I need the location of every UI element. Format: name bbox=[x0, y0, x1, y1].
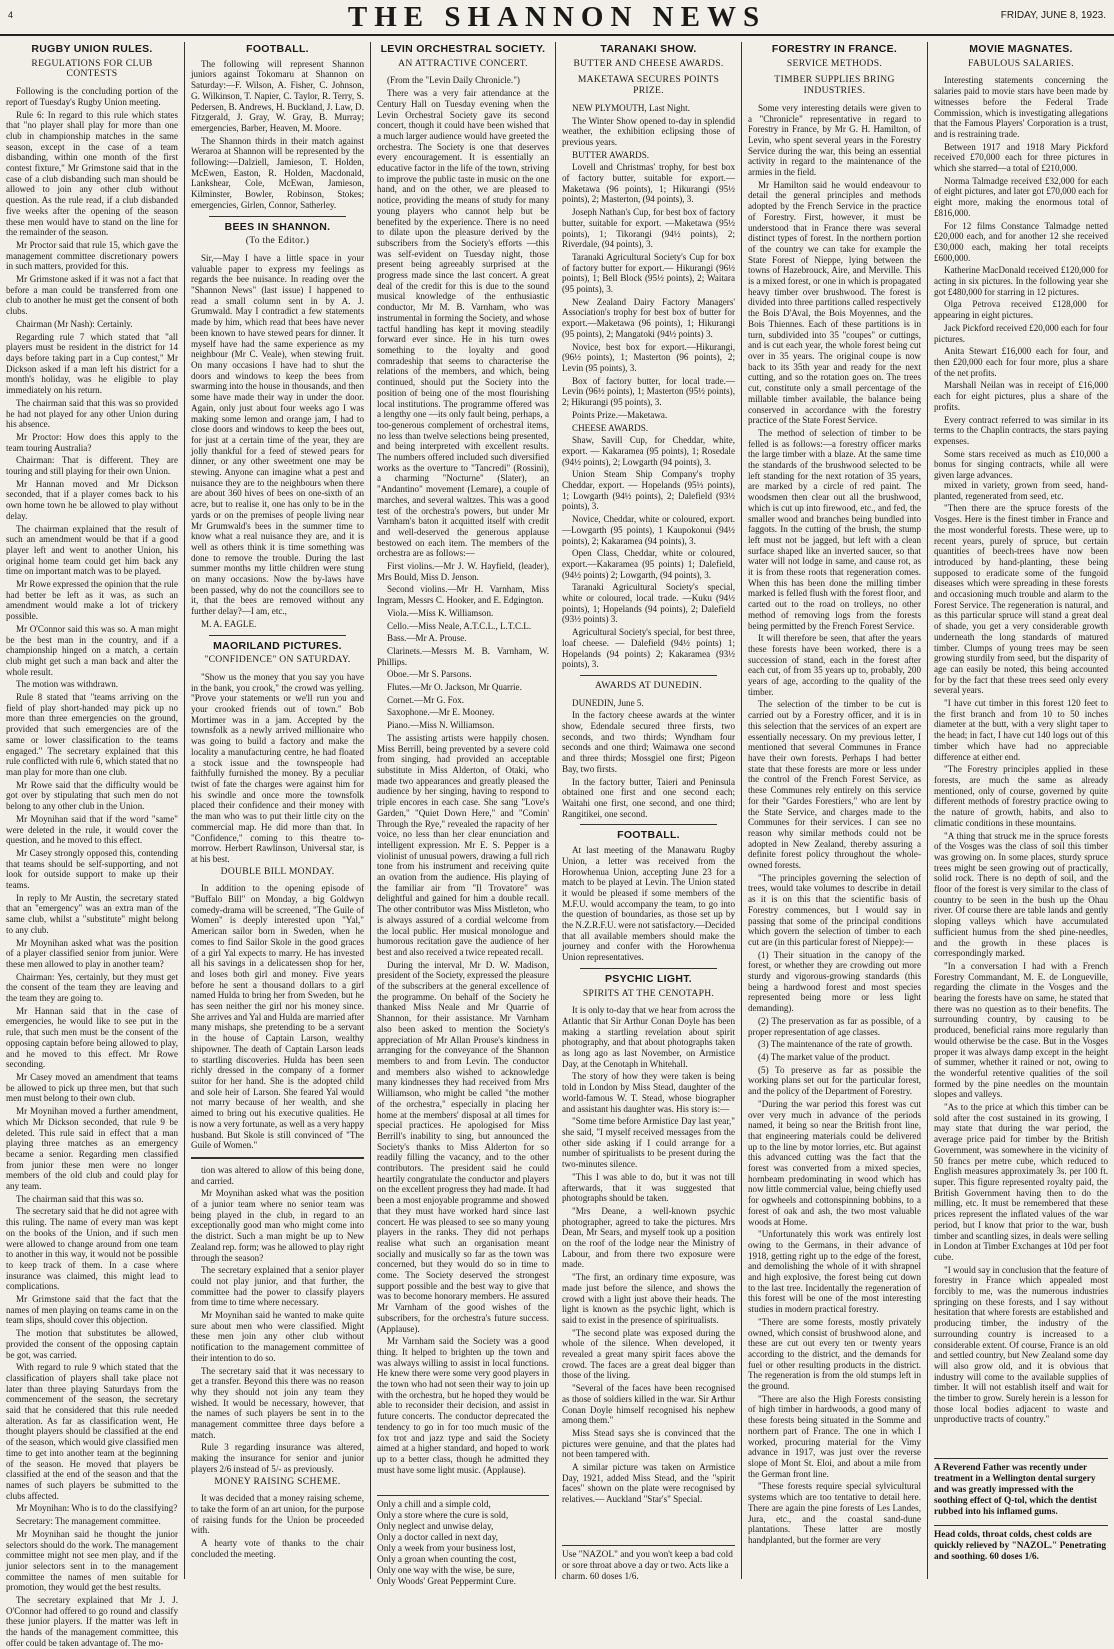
paragraph: Rule 8 stated that "teams arriving on the field of play short-handed may pick up no more than three emergencies on the ground, provided that such emergencies are of the same or lower classification to the teams engaged." The secretary explained that this rule conflicted with rule 6, which stated that no man play for more than one club. bbox=[6, 692, 178, 777]
advert-line: Only a chill and a simple cold, bbox=[377, 1500, 491, 1510]
paragraph: "The first, an ordinary time exposure, was made just before the silence, and shows the crowd with a light just above their heads. The light is known as the psychic light, which is said to exist in the presence of spiritualists. bbox=[562, 1272, 735, 1325]
double-bill-headline: DOUBLE BILL MONDAY. bbox=[220, 865, 335, 877]
paragraph: Joseph Nathan's Cup, for best box of factory butter, suitable for export. —Maketawa (95½ points), 1; Tikorangi (94½ points), 2; Riverdale, (94 points), 3. bbox=[562, 207, 735, 250]
paragraph: Agricultural Society's special, for best three, loaf cheese. — Dalefield (94½ points) 1; Hopelands (94 points) 2; Kakaramea (93½ points), 3. bbox=[562, 627, 735, 670]
paragraph: Box of factory butter, for local trade.—Levin (96½ points), 1; Masterton (95½ points), 2; Hikurangi (95 points), 3. bbox=[562, 375, 735, 408]
article-headline: TARANAKI SHOW. bbox=[600, 43, 697, 55]
forestry-column bbox=[748, 42, 921, 1579]
paragraph: "Some time before Armistice Day last year," she said, "I myself received messages from the other side asking if I could arrange for a number of spiritualists to be present during the two-minutes silence. bbox=[562, 1116, 735, 1170]
paragraph: Secretary: The management committee. bbox=[16, 1516, 161, 1527]
paragraph: "As to the price at which this timber can be sold after the cost sustained in its growing, I may state that during the war period, the average price paid for timber by the British Government, was somewhere in the vicinity of 50 francs per metre cube, which reduced to English measures approximately 3s. per 100 ft. super. This figure represented royalty paid, the British Government having then to do the milling, etc. It must be remembered that these prices represent the inflated values of the war period, but I know that prior to the war, bush timber and scantling sizes, in deals were selling in London at Timber Exchanges at 10d per foot cube. bbox=[934, 1102, 1108, 1262]
paragraph: Mr Hamilton said he would endeavour to detail the general principles and methods adopted by the French Service in the practice of Forestry. First, however, it must be understood that in France there was several distinct types of forest. In the northern portion of the country we can take for example the State Forest of Nieppe, lying between the towns of Hazebrouck, Aire, and Merville. This is a mixed forest, or one in which is propagated heavy timber over brushwood. The forest is divided into three partitions called respectively the Bois D'Aval, the Bois Moyennes, and the Bois Thiennes. Each of these partitions is in turn, subdivided into 35 "coupes" or cuttings, and is cut each year, the whole forest being cut over in 35 years. The original coupe is now back to its 35th year and ready for the next cutting, and so the rotation goes on. The trees cut, constitute only a small percentage of the millable timber available, the balance being conserved in accordance with the forestry practice of the State Forest Service. bbox=[748, 179, 921, 426]
article-subheading: FABULOUS SALARIES. bbox=[968, 57, 1074, 69]
divider bbox=[580, 968, 717, 969]
bees-body bbox=[191, 253, 364, 630]
paragraph: (4) The market value of the product. bbox=[758, 1051, 890, 1062]
paragraph: The chairman said that this was so provided he had not played for any other Union during his absence. bbox=[6, 397, 178, 430]
paragraph: Mr Proctor said that rule 15, which gave the management committee discretionary powers in such matters, provided for this. bbox=[6, 239, 178, 272]
paragraph: Mr Grimstone asked if it was not a fact that before a man could be transferred from one club to another he must get the consent of both clubs. bbox=[6, 274, 178, 317]
football-body bbox=[191, 59, 364, 211]
advert-line: Only a groan when counting the cost, bbox=[377, 1555, 517, 1565]
paragraph: Marshall Neilan was in receipt of £16,000 each for eight pictures, plus a share of the profits. bbox=[934, 380, 1108, 412]
paragraph: Mr Varnham said the Society was a good thing. It helped to brighten up the town and was always willing to assist in local functions. He knew there were some very good players in the town who had not seen their way to join up with the orchestra, but he hoped they would be able to reconsider their decision, and assist in future concerts. The conductor deprecated the tendency to go in for too much music of the fox trot and jazz type and said the Society aimed at a higher standard, and hoped to work up to a better class, though he admitted they must have some light music. (Applause). bbox=[377, 1336, 549, 1475]
paragraph: The Shannon thirds in their match against Weraroa at Shannon will be represented by the following:—Dalziell, Jamieson, T. Holden, McEwen, Easton, R. Holden, Macdonald, Lankshear, Cole, McEwan, Jamieson, Kilminster, Bowler, Robinson, Stokes; emergencies, Girlen, Connor, Satherley. bbox=[191, 135, 364, 210]
divider bbox=[209, 216, 346, 217]
paragraph: Cello.—Miss Neale, A.T.C.L., L.T.C.L. bbox=[387, 620, 532, 631]
paragraph: Shaw, Savill Cup, for Cheddar, white, export. — Kakaramea (95 points), 1; Rosedale (94½ points), 2; Lowgarth (94 points), 3. bbox=[562, 435, 735, 467]
article-body bbox=[377, 75, 549, 1475]
paragraph: The motion that substitutes be allowed, provided the consent of the opposing captain be got, was carried. bbox=[6, 1328, 178, 1360]
advert-line: Only a doctor called in next day, bbox=[377, 1533, 498, 1543]
column-rule bbox=[927, 42, 928, 1579]
paragraph: (From the "Levin Daily Chronicle.") bbox=[387, 75, 520, 86]
paragraph: Chairman (Mr Nash): Certainly. bbox=[16, 318, 133, 329]
paragraph: "Mrs Deane, a well-known psychic photographer, agreed to take the pictures. Mrs Dean, Mr Sears, and myself took up a position on the roof of the lodge near the Ministry of Labour, and from there two exposure were made. bbox=[562, 1205, 735, 1270]
paragraph: "Then there are the spruce forests of the Vosges. Here is the finest timber in France and the most wonderful forests. These were, up to recent years, purely of spruce, but certain quantities of beech-trees have now been introduced by hand-planting, these being supposed to eradicate some of the fungoid diseases which were spreading in these forests and occasioning much trouble and alarm to the Forest Service. The regeneration is natural, and as this particular spruce will stand a great deal of shade, you get a very considerable growth underneath the long standards of matured timber. Clumps of young trees may be seen growing sturdily from seed, but the disparity of age can easily be noted, this being accounted for by the fact that these trees seed only every several years. bbox=[934, 503, 1108, 696]
paragraph: Between 1917 and 1918 Mary Pickford received £70,000 each for three pictures in which she starred—a total of £210,000. bbox=[934, 141, 1108, 174]
football-body bbox=[562, 845, 735, 963]
newspaper-title: THE SHANNON NEWS bbox=[347, 1, 767, 33]
paragraph: Mr Moynihan: Who is to do the classifying? bbox=[16, 1503, 178, 1514]
advert-text: Head colds, throat colds, chest colds are quickly relieved by "NAZOL." Penetrating and soothing. 60 doses 1/6. bbox=[934, 1530, 1107, 1562]
paragraph: The chairman said that this was so. bbox=[16, 1193, 144, 1204]
woods-peppermint-advert bbox=[377, 1495, 549, 1590]
article-subheading-2: TIMBER SUPPLIES BRING INDUSTRIES. bbox=[774, 74, 895, 97]
article-subheading-2: MAKETAWA SECURES POINTS PRIZE. bbox=[577, 74, 720, 97]
paragraph: In the factory butter, Taieri and Peninsula obtained one first and one second each; Waitahi one first, one second, and one third; Rangitikei, one second. bbox=[562, 776, 735, 819]
paragraph: There was a very fair attendance at the Century Hall on Tuesday evening when the Levin Orchestral Society gave its second concert, though it could have been wished that a much larger audience would have greeted the orchestra. The Society is one that deserves every encouragement. It is essentially an educative factor in the life of the town, striving to improve the public taste in music on the one hand, and on the other, we are pleased to notice, providing the means of study for many young players who cannot help but be benefited by the experience. There is no need to dilate upon the pleasure derived by the subscribers from the Society's efforts —this was self-evident on Tuesday night, those present being agreeably surprised at the progress made since the last concert. A great deal of the credit for this is due to the sound musical knowledge of the enthusiastic conductor, Mr M. B. Varnham, who was instrumental in forming the Society, and whose tactful handling has kept it moving steadily forward ever since. He in his turn owes something to the loyalty and good comradeship that seems to characterise the relations of the members, and which, being continued, should put the Society into the position of being one of the most flourishing local institutions. The programme offered was a lengthy one —its only fault being, perhaps, a too-generous complement of orchestral items, no less than twelve selections being presented, and being interpreted with excellent results. The numbers offered included such diversified works as the overture to "Tancredi" (Rossini), a charming "Nocturne" (Slater), an "Andantino" movement (Lemare), a couple of marches, and several waltzes. This was a good test of the orchestra's powers, but under Mr Varnham's baton it acquitted itself with credit and well-deserved the generous applause bestowed on each item. The members of the orchestra are as follows:— bbox=[377, 88, 549, 559]
football-headline: FOOTBALL. bbox=[246, 43, 309, 55]
paragraph: "Several of the faces have been recognised as those of soldiers killed in the war. Sir Arthur Conan Doyle himself recognised his nephew among them." bbox=[562, 1383, 735, 1426]
paragraph: The method of selection of timber to be felled is as follows:—a forestry officer marks the large timber with a blaze. At the same time the standards of the brushwood selected to be left standing for the next rotation of 35 years, are marked by a circle of red paint. The woodsmen then clear out all the brushwood, which is cut up into firewood, etc., and fed, the smaller wood and branches being bundled into faggots. In the cutting of the brush, the stump left must not be jagged, but left with a clean surface shaped like an inverted saucer, so that water will not lodge in same, and cause rot, as it is from these roots that regeneration comes. When this has been done the milling timber marked is felled flush with the forest floor, and carted out to the road on trolleys, no other method of removing logs from the forests being permitted by the French Forest Service. bbox=[748, 427, 921, 631]
rugby-union-column bbox=[6, 42, 178, 1648]
dunedin-body bbox=[562, 698, 735, 820]
paragraph: Open Class, Cheddar, white or coloured, export.—Kakaramea (95 points) 1; Dalefield, (94½ points) 2; Lowgarth, (94 points), 3. bbox=[562, 548, 735, 580]
money-scheme-body bbox=[191, 1493, 364, 1559]
paragraph: Clarinets.—Messrs M. B. Varnham, W. Phillips. bbox=[377, 645, 549, 667]
qtol-advert bbox=[934, 1458, 1108, 1523]
article-body bbox=[934, 480, 1108, 1425]
article-subheading: REGULATIONS FOR CLUB CONTESTS bbox=[31, 57, 153, 80]
paragraph: "The second plate was exposed during the whole of the silence. When developed, it revealed a great many spirit faces above the crowd. The faces are a great deal bigger than those of the living. bbox=[562, 1327, 735, 1381]
advert-text: A Reverend Father was recently under treatment in a Wellington dental surgery and was greatly impressed with the soothing effect of Q-tol, which the dentist rubbed into his inflamed gums. bbox=[934, 1463, 1097, 1517]
paragraph: A hearty vote of thanks to the chair concluded the meeting. bbox=[191, 1538, 364, 1559]
article-body bbox=[934, 75, 1108, 480]
advert-verse bbox=[377, 1500, 549, 1588]
paragraph: (5) To preserve as far as possible the working plans set out for the particular forest, and the policy of the Department of Forestry. bbox=[748, 1064, 921, 1097]
paragraph: Some very interesting details were given to a "Chronicle" representative in regard to Forestry in France, by Mr G. H. Hamilton, of Levin, who spent several years in the Forestry Service during the war, this being an essential activity in regard to the maintenance of the armies in the field. bbox=[748, 102, 921, 178]
paragraph: (2) The preservation as far as possible, of a proper representation of age classes. bbox=[748, 1015, 921, 1037]
paragraph: Union Steam Ship Company's trophy Cheddar, export. — Hopelands (95½ points), 1; Lowgarth (94½ points), 2; Dalefield (93½ points), 3. bbox=[562, 469, 735, 512]
movie-magnates-column bbox=[934, 42, 1108, 481]
paragraph: Oboe.—Mr S. Parsons. bbox=[387, 669, 472, 680]
paragraph: "I have cut timber in this forest 120 feet to the first branch and from 10 to 50 inches diameter at the butt, with a very slight taper to the head; in fact, I have cut 140 logs out of this timber which have had no appreciable difference at either end. bbox=[934, 698, 1108, 762]
article-headline: FORESTRY IN FRANCE. bbox=[771, 43, 898, 55]
advert-line: Only a week from your business lost, bbox=[377, 1544, 516, 1554]
taranaki-show-column bbox=[562, 42, 735, 1538]
paragraph: Jack Pickford received £20,000 each for four pictures. bbox=[934, 322, 1108, 344]
article-subheading: AN ATTRACTIVE CONCERT. bbox=[398, 57, 528, 69]
paragraph: In addition to the opening episode of "Buffalo Bill" on Monday, a big Goldwyn comedy-drama will be screened, "The Guile of Women" is deeply interested upon "Yal," American sailor born in Sweden, when he comes to find Sailor Skole in the good graces of a girl Yal expects to marry. He has invested all his savings in a delicatessen shop for her, and loses both girl and money. Five years before he sent a thousand dollars to a girl named Hulda to bring her from Sweden, but he has seen neither the girl nor his money since. She arrives and Yal and Hulda are married after many mishaps, she pretending to be a servant in the house of Captain Larson, wealthy shipowner. The death of Captain Larson leads to startling discoveries. Hulda has been seen richly dressed in the company of a former suitor for her hand. She is the adopted child and sole heir of Larson. She feared Yal would not marry because of her wealth, and she aimed to bring out his executive qualities. He is now a very fortunate, as well as a very happy husband. But Skole is still convinced of "The Guile of Women." bbox=[191, 883, 364, 1151]
paragraph: In reply to Mr Austin, the secretary stated that an "emergency" was an extra man of the same club, whilst a "substitute" might belong to any club. bbox=[6, 892, 178, 935]
paragraph: Katherine MacDonald received £120,000 for acting in six pictures. In the following year she got £480,000 for starring in 12 pictures. bbox=[934, 265, 1108, 297]
paragraph: For 12 films Constance Talmadge netted £20,000 each, and for another 12 she received £30,000 each, making her total receipts £600,000. bbox=[934, 220, 1108, 263]
paragraph: CHEESE AWARDS. bbox=[572, 422, 649, 433]
paragraph: NEW PLYMOUTH, Last Night. bbox=[572, 102, 690, 113]
bees-subheading: (To the Editor.) bbox=[245, 235, 310, 247]
paragraph: "In a conversation I had with a French Forestry Commandant, M. E. de Longueville, regarding the climate in the Vosges and the bearing the forests have on same, he stated that there was no question as to their benefits. The surrounding country, by causing to be produced, beneficial rains more regularly than would otherwise be the case. But in the Vosges proper it was always damp except in the height of summer, whether it rained or not, owing to the wonderful retentive qualities of the soil formed by the pine needles on the mountain slopes and valleys. bbox=[934, 960, 1108, 1100]
advert-line: Only one way with the wise, be sure, bbox=[377, 1566, 515, 1576]
article-body bbox=[748, 103, 921, 1546]
paragraph: Mr Moynihan said he wanted to make quite sure about men who were classified. Might these men join any other club without notification to the management committee of their intention to do so. bbox=[191, 1310, 364, 1363]
paragraph: "The principles governing the selection of trees, would take volumes to describe in detail as it is on this that the scientific basis of Forestry commences, but I would say in passing that some of the principal conditions which govern the selection of timber to each cut are (in this particular forest of Nieppe):— bbox=[748, 872, 921, 947]
paragraph: The secretary said that it was necessary to get a transfer. Beyond this there was no reason why they should not join any team they wished. It would be necessary, however, that the names of such players be sent in to the management committee three days before a match. bbox=[191, 1365, 364, 1440]
paragraph: Saxophone.—Mr E. Mooney. bbox=[387, 707, 495, 718]
nazol-advert-2 bbox=[934, 1525, 1108, 1590]
nazol-advert bbox=[562, 1545, 735, 1590]
paragraph: It will therefore be seen, that after the years these forests have been worked, there is a succession of stand, each in the forest after each cut, of from 35 years up to, probably, 200 years of age, according to the quality of the timber. bbox=[748, 633, 921, 697]
paragraph: DUNEDIN, June 5. bbox=[572, 697, 644, 708]
paragraph: Taranaki Agricultural Society's Cup for box of factory butter for export.— Hikurangi (96½ points), 1; Bell Block (95½ points), 2; Waitara (95 points), 3. bbox=[562, 251, 735, 295]
paragraph: Mr Moynihan said he thought the junior selectors should do the work. The management committee might not see men play, and if the junior selectors sent in to the management committee the names of men suitable for promotion, they would get the best results. bbox=[6, 1528, 178, 1593]
paragraph: Second violins.—Mr H. Varnham, Miss Ingram, Messrs C. Hooker, and E. Edgington. bbox=[377, 584, 549, 606]
paragraph: Mr Rowe said that the difficulty would be got over by stipulating that such men do not belong to any other club in the Union. bbox=[6, 779, 178, 812]
article-subheading: SERVICE METHODS. bbox=[786, 57, 883, 69]
dunedin-headline: AWARDS AT DUNEDIN. bbox=[594, 679, 703, 691]
divider bbox=[580, 824, 717, 825]
paragraph: Mr Moynihan said that if the word "same" were deleted in the rule, it would cover the question, and he moved to this effect. bbox=[6, 813, 178, 846]
paragraph: Mr Moynihan asked what was the position of a junior team where no senior team was being played in the club, in regard to an exceptionally good man who might come into the district. Such a man might be up to New Zealand rep. form; was he allowed to play right through the season? bbox=[191, 1188, 364, 1263]
paragraph: "This I was able to do, but it was not till afterwards, that it was suggested that photographs should be taken. bbox=[562, 1171, 735, 1204]
article-body bbox=[562, 103, 735, 670]
paragraph: "There are some forests, mostly privately owned, which consist of brushwood alone, and these are cut out every ten or twenty years according to the district, and the demands for fuel or other resulting products in the district. The regeneration is from the old stumps left in the ground. bbox=[748, 1316, 921, 1392]
column-rule bbox=[184, 42, 185, 1579]
paragraph: Flutes.—Mr O. Jackson, Mr Quarrie. bbox=[387, 682, 522, 693]
paragraph: Every contract referred to was similar in its terms to the Chaplin contracts, the stars paying expenses. bbox=[934, 414, 1108, 446]
paragraph: mixed in variety, grown from seed, hand-planted, regenerated from seed, etc. bbox=[934, 480, 1108, 501]
football-bees-column bbox=[191, 42, 364, 1579]
money-scheme-headline: MONEY RAISING SCHEME. bbox=[214, 1475, 341, 1487]
paragraph: Regarding rule 7 which stated that "all players must be resident in the district for 14 days before taking part in a Cup contest," Mr Dickson asked if a man left his district for a month's holiday, was he eligible to play immediately on his return. bbox=[6, 331, 178, 396]
divider bbox=[209, 635, 346, 636]
paragraph: Cornet.—Mr G. Fox. bbox=[387, 694, 465, 705]
article-body bbox=[6, 86, 178, 1648]
paragraph: Mr O'Connor said this was so. A man might be the best man in the country, and if a championship hinged on a match, a certain club might get such a man back and alter the whole result. bbox=[6, 623, 178, 677]
maoriland-headline: MAORILAND PICTURES. bbox=[213, 639, 342, 652]
column-rule bbox=[555, 42, 556, 1579]
divider bbox=[191, 1157, 364, 1159]
paragraph: The chairman explained that the result of such an amendment would be that if a good player left and went to another Union, his original home team could get him back any time on important match was to be played. bbox=[6, 523, 178, 577]
paragraph: "Show us the money that you say you have in the bank, you crook," the crowd was yelling. "Prove your statements or we'll run you and your crooked friends out of town." Bob Mortimer was in a jam. Accepted by the townsfolk as a newly arrived millionaire who was going to build a factory and make the locality a manufacturing centre, he had floated a stock issue and the townspeople had faithfully furnished the money. By a peculiar twist of fate the charges were against him for his swindle and once more the townsfolk placed their confidence and their money with the man who was to put their little city on the commercial map. He did more than that. In "Confidence," coming to this theatre to-morrow. Herbert Rawlinson, Universal star, is at his best. bbox=[191, 671, 364, 864]
psychic-subheading: SPIRITS AT THE CENOTAPH. bbox=[582, 987, 715, 999]
paragraph: (3) The maintenance of the rate of growth. bbox=[758, 1039, 913, 1050]
paragraph: BUTTER AWARDS. bbox=[572, 149, 650, 160]
paragraph: Mr Moynihan moved a further amendment, which Mr Dickson seconded, that rule 9 be deleted. This rule said in effect that a man playing three matches as an emergency became a senior. Regarding men classified from junior these men were no longer members of the old club and could play for any team. bbox=[6, 1106, 178, 1192]
paragraph: Rule 6: In regard to this rule which states that "no player shall play for more than one club in championship matches in the same season, except in the case of a team disbanding, within one month of the first contest fixture," Mr Grimstone said that in the case of a club disbanding such man should be allowed to join any other club without question. As the rule read, if a club disbanded five weeks after the opening of the season these men would have to stand on the line for the remainder of the season. bbox=[6, 109, 178, 238]
paragraph: "A thing that struck me in the spruce forests of the Vosges was the class of soil this timber was growing on. In some places, sturdy spruce trees might be seen growing out of practically, solid rock. There is no depth of soil, and the floor of the forest is very similar to the class of country to be seen in the bush up the Ohau river. Of course there are table lands and gently sloping valleys which have accumulated sufficient humus from the shed pine-needles, and the growth in these places is correspondingly marked. bbox=[934, 830, 1108, 959]
paragraph: Some stars received as much as £10,000 a bonus for singing contracts, while all were given large advances. bbox=[934, 448, 1108, 481]
paragraph: The secretary explained that a senior player could not play junior, and that further, the committee had the power to classify players from time to time where necessary. bbox=[191, 1265, 364, 1308]
paragraph: First violins.—Mr J. W. Hayfield, (leader), Mrs Bould, Miss D. Jenson. bbox=[377, 561, 549, 582]
advert-line: Only Woods' Great Peppermint Cure. bbox=[377, 1577, 516, 1587]
paragraph: Bass.—Mr A. Prouse. bbox=[387, 633, 467, 644]
paragraph: Chairman: Yes, certainly, but they must get the consent of the team they are leaving and the team they are going to. bbox=[6, 971, 178, 1004]
paragraph: With regard to rule 9 which stated that the classification of players shall take place not later than three playing Saturdays from the commencement of the season, the secretary said that he considered that this rule needed alteration. As far as classification went, He thought players should be classified at the end of the season, which would give classified men time to get into another team at the beginning of the season. He moved that players be classified at the end of the season and that the names of such players be submitted to the clubs affected. bbox=[6, 1362, 178, 1501]
paragraph: Lovell and Christmas' trophy, for best box of factory butter, suitable for export.—Maketawa (96 points), 1; Hikurangi (95½ points), 2; Masterton, (94 points), 3. bbox=[562, 162, 735, 205]
paragraph: New Zealand Dairy Factory Managers' Association's trophy for best box of butter for export.—Maketawa (96 points), 1; Hikurangi (95 points), 2; Mangatoki (94½ points) 3. bbox=[562, 296, 735, 339]
article-subheading: BUTTER AND CHEESE AWARDS. bbox=[573, 57, 724, 69]
paragraph: Mr Grimstone said that the fact that the names of men playing on teams came in on the team slips, should cover this objection. bbox=[6, 1294, 178, 1326]
bees-headline: BEES IN SHANNON. bbox=[224, 220, 331, 233]
paragraph: Anita Stewart £16,000 each for four, and then £20,000 each for four more, plus a share of the net profits. bbox=[934, 346, 1108, 378]
orchestral-society-column bbox=[377, 42, 549, 1488]
paragraph: M. A. EAGLE. bbox=[201, 618, 257, 629]
paragraph: Mr Casey moved an amendment that teams be allowed to pick up three men, but that such men must belong to their own club. bbox=[6, 1071, 178, 1104]
psychic-headline: PSYCHIC LIGHT. bbox=[604, 972, 693, 985]
paragraph: In the factory cheese awards at the winter show, Edendale secured three firsts, two seconds, and two thirds; Wyndham four seconds and one third; Waimawa one second and three thirds; Mossgiel one first; Pigeon Bay, two firsts. bbox=[562, 710, 735, 774]
paragraph: During the interval, Mr D. W. Madison, president of the Society, expressed the pleasure of the subscribers at the general excellence of the programme. On behalf of the Society he thanked Miss Neale and Mr Quarrie of Shannon, for their assistance. Mr Varnham also been asked to mention the Society's appreciation of Mr Allan Prouse's kindness in arranging for the conveyance of the Shannon members to and from Levin. The conductor and members also wished to acknowledge many kindnesses they had received from Mrs Williamson, who might be called "the mother of the orchestra," especially in placing her home at the members' disposal at all times for special practices. He apologised for Miss Berrill's inability to sing, but announced the Society's thanks to Miss Alderton for so readily filling the vacancy, and to the other contributors. The president said he could heartily congratulate the conductor and players on the excellent progress they had made. It had been a most enjoyable programme and showed that they must have worked hard since last concert. He was pleased to see so many young players in the ranks. They did not perhaps realise what such an organisation meant socially and musically so far as the town was concerned, but they would do so in time to come. The Society deserved the strongest support possible and the best way to give that was to become honorary members. He assured Mr Varnham of the good wishes of the subscribers, for the orchestra's future success. (Applause). bbox=[377, 959, 549, 1334]
advert-line: Only neglect and unwise delay, bbox=[377, 1522, 494, 1532]
paragraph: The story of how they were taken is being told in London by Miss Stead, daughter of the world-famous W. T. Stead, whose biographer and assistant his daughter was. His story is:— bbox=[562, 1071, 735, 1114]
paragraph: "There are also the High Forests consisting of high timber in hardwoods, a good many of these forests being situated in the Somme and northern part of France. The one in which I worked, procuring material for the Vimy advance in 1917, was just over the reverse slope of Mont St. Eloi, and about a mile from the German front line. bbox=[748, 1393, 921, 1479]
psychic-body bbox=[562, 1005, 735, 1505]
paragraph: The secretary said that he did not agree with this ruling. The name of every man was kept on the books of the Union, and if such men were allowed to change around from one team to another in this way, it would not be possible to keep track of them. In a case where insurance was claimed, this might lead to complications. bbox=[6, 1206, 178, 1292]
column-rule bbox=[741, 42, 742, 1579]
paragraph: The Winter Show opened to-day in splendid weather, the exhibition eclipsing those of previous years. bbox=[562, 115, 735, 147]
paragraph: Novice, Cheddar, white or coloured, export.—Lowgarth (95 points), 1 Kaupokonui (94½ points), 2; Kakaramea (94 points), 3. bbox=[562, 514, 735, 546]
paragraph: Rule 3 regarding insurance was altered, making the insurance for senior and junior players 2/6 instead of 5/- as previously. bbox=[191, 1442, 364, 1474]
paragraph: Mr Rowe expressed the opinion that the rule had better be left as it was, as such an amendment would make a lot of trickery possible. bbox=[6, 579, 178, 622]
advert-text: Use "NAZOL" and you won't keep a bad cold or sore throat above a day or two. Acts like a charm. 60 doses 1/6. bbox=[562, 1550, 733, 1582]
forestry-continuation bbox=[934, 480, 1108, 1453]
paragraph: A similar picture was taken on Armistice Day, 1921, added Miss Stead, and the "spirit faces" shown on the plate were recognised by relatives.— Auckland "Star's" Special. bbox=[562, 1462, 735, 1505]
paragraph: "I would say in conclusion that the feature of forestry in France which appealed most forcibly to me, was the numerous industries springing on these forests, and I say without hesitation that where forests are established and producing timber, the industry of the surrounding country is increased to a considerable extent. Of course, France is an old and settled country, but New Zealand some day will also grow old, and it is obvious that industry will come to the available supplies of timber. It will not establish itself and wait for the timber to grow. Surely herein is a lesson for those local bodies adjacent to waste and unproductive tracts of country." bbox=[934, 1264, 1108, 1425]
paragraph: Mr Proctor: How does this apply to the team touring Australia? bbox=[6, 431, 178, 453]
divider bbox=[580, 675, 717, 676]
paragraph: "Unfortunately this work was entirely lost owing to the Germans, in their advance of 1918, getting right up to the edge of the forest, and demolishing the whole of it with shrapnel and high explosive, the forest being cut down to the last tree. Incidentally the regeneration of this forest will be one of the most interesting studies in modern practical forestry. bbox=[748, 1229, 921, 1315]
paragraph: Interesting statements concerning the salaries paid to movie stars have been made by witnesses before the Federal Trade Commission, which is investigating allegations that the Famous Players' Corporation is a trust, and is restraining trade. bbox=[934, 75, 1108, 139]
paragraph: Viola.—Miss K. Williamson. bbox=[387, 607, 494, 618]
paragraph: The following will represent Shannon juniors against Tokomaru at Shannon on Saturday:—F. Wilson, A. Fisher, C. Johnson, G. Wilkinson, T. Napier, C. Taylor, R. Terry, S. Pedersen, B. Andrews, H. Buckland, J. Law, D. Fitzgerald, J. Gray, W. Gray, B. Murray; emergencies, Barber, Heaven, M. Moore. bbox=[191, 58, 364, 133]
paragraph: Sir,—May I have a little space in your valuable paper to express my feelings as regards the bee nuisance. In reading over the "Shannon News" (last issue) I happened to read a small column sent in by A. J. Grumwald. May I contradict a few statements made by him, which read that bees have never been known to have stewed pears for dinner. It myself have had the same experience as my neighbour (Mr C. Veale), when stewing fruit. On many occasions I have had to shut the doors and windows to keep the bees from swarming into the house in thousands, and then some have made their way in under the door. Again, only just about four weeks ago I was making some lemon and orange jam, I had to close doors and windows to keep the bees out, for just at a certain time of the year, they are jolly thankful for a feed of stewed pears for dinner, or any other sweetment one may be stewing. Anyone can imagine what a pest and nuisance they are to the neighbours when there are about 360 hives of bees on one-sixth of an acre, but to realise it, one has only to be in the yards or on the premises of people living near Mr Grumwald's bees in the summer time to know what a real nuisance they are, and it is well as others think it is time something was done to remove the trouble. During the last summer months my little children were stung on many occasions. Now the by-laws have been passed, why do not the councillors see to it, that the bees are removed without any further delay?—I am, etc., bbox=[191, 252, 364, 617]
maoriland-subheading: "CONFIDENCE" ON SATURDAY. bbox=[204, 654, 351, 666]
paragraph: tion was altered to allow of this being done, and carried. bbox=[191, 1164, 364, 1186]
paragraph: Miss Stead says she is convinced that the pictures were genuine, and that the plates had not been tampered with. bbox=[562, 1427, 735, 1460]
paragraph: Olga Petrova received £128,000 for appearing in eight pictures. bbox=[934, 299, 1108, 321]
paragraph: Piano.—Miss N. Williamson. bbox=[387, 720, 495, 731]
paragraph: Novice, best box for export.—Hikurangi, (96½ points), 1; Masterton (96 points), 2; Levin (95 points), 3. bbox=[562, 341, 735, 373]
paragraph: The motion was withdrawn. bbox=[16, 679, 119, 690]
rugby-continuation-body bbox=[191, 1165, 364, 1475]
masthead bbox=[0, 0, 1114, 36]
article-headline: LEVIN ORCHESTRAL SOCIETY. bbox=[380, 43, 546, 55]
paragraph: Mr Hannan said that in the case of emergencies, he would like to see put in the rule, that such men must be the consent of the opposing captain before being allowed to play, and he moved to this effect. Mr Rowe seconding. bbox=[6, 1005, 178, 1070]
paragraph: Taranaki Agricultural Society's special, white or coloured, local trade. —Kuku (94½ points), 1; Hopelands (94 points), 2; Dalefield (93½ points) 3. bbox=[562, 582, 735, 625]
paragraph: (1) Their situation in the canopy of the forest, or whether they are crowding out more sturdy and vigorous-growing standards (this being a hardwood forest and most species represented being more or less light demanding). bbox=[748, 949, 921, 1014]
paragraph: Points Prize.—Maketawa. bbox=[572, 409, 668, 420]
paragraph: The assisting artists were happily chosen. Miss Berrill, being prevented by a severe cold from singing, had provided an acceptable substitute in Miss Alderton, of Otaki, who made two appearances and greatly pleased the audience by her singing, having to respond to triple encores in each case. She sang "Love's Garden," "Quiet Down Here," and "Comin' Through the Rye," revealed the rapacity of her voice, no less than her clear enunciation and intelligent expression. Mr E. S. Pepper is a violinist of unusual powers, drawing a full rich tone from his instrument and receiving quite an ovation from the audience. His playing of the familiar air from "Il Trovatore" was delightful and gained for him a double recall. The other contributor was Miss Mistleton, who is always assured of a cordial welcome from the local public. Her musical monologue and humorous recitation gave the audience of her best and also received a twice repeated recall. bbox=[377, 732, 549, 957]
double-bill-body bbox=[191, 883, 364, 1151]
paragraph: The secretary explained that Mr J. J. O'Connor had offered to go round and classify these junior players. If the matter was left in the hands of the management committee, this offer could be taken advantage of. The mo- bbox=[6, 1595, 178, 1648]
paragraph: "These forests require special sylvicultural systems which are too tentative to detail here. There are again the pine forests of Les Landes, Jura, etc., and the coastal sand-dune plantations. These latter are mostly handplanted, but the former are very bbox=[748, 1481, 921, 1545]
paragraph: Chairman: That is different. They are touring and still playing for their own Union. bbox=[6, 455, 178, 477]
paragraph: It was decided that a money raising scheme, to take the form of an art union, for the purpose of raising funds for the Union be proceeded with. bbox=[191, 1493, 364, 1536]
paragraph: Following is the concluding portion of the report of Tuesday's Rugby Union meeting. bbox=[6, 86, 178, 107]
article-headline: RUGBY UNION RULES. bbox=[31, 43, 153, 55]
column-rule bbox=[370, 42, 371, 1579]
paragraph: "During the war period this forest was cut over very much in advance of the periods named, it being so near the British front line, that engineering materials could be delivered up to the line by motor lorries, etc. But against this advanced cutting was the fact that the forest was converted from a mixed species, hornbeam predominating in wood which has now little commercial value, being chiefly used for ogwheels and cottonspinning bobbins, to a forest of oak and ash, the two most valuable woods at Home. bbox=[748, 1098, 921, 1227]
paragraph: Norma Talmadge received £32,000 for each of eight pictures, and later got £70,000 each for eight more, making the enormous total of £816,000. bbox=[934, 175, 1108, 218]
paragraph: It is only to-day that we hear from across the Atlantic that Sir Arthur Conan Doyle has been making a startling revelation about spirit photography, and that about photographs taken as long ago as last November, on Armistice Day, at the Cenotaph in Whitehall. bbox=[562, 1005, 735, 1069]
issue-date: FRIDAY, JUNE 8, 1923. bbox=[1000, 10, 1106, 21]
page-number: 4 bbox=[8, 10, 14, 20]
paragraph: Mr Moynihan asked what was the position of a player classified senior from junior. Were these men allowed to play in another team? bbox=[6, 937, 178, 969]
paragraph: The selection of the timber to be cut is carried out by a Forestry officer, and it is in this selection that the services of an expert are essentially necessary. On my previous letter, I mentioned that several Communes in France have their own forests. Perhaps I had better state that these forests are more or less under the control of the French Forest Service, as these Communes rely entirely on this service for their "Gardes Forestiers," who are lent by the State Service, and charges made to the Communes for their services. I can see no reason why similar methods could not be adopted in New Zealand, thereby assuring a definite forest policy throughout the whole-owned forests. bbox=[748, 699, 921, 871]
maoriland-body bbox=[191, 672, 364, 865]
advert-line: Only a store where the cure is sold, bbox=[377, 1511, 509, 1521]
paragraph: At last meeting of the Manawatu Rugby Union, a letter was received from the Horowhenua Union, accepting June 23 for a match to be played at Levin. The Union stated it would be pleased if some members of the M.F.U. would accompany the team, to go into the question of boundaries, as those set up by the N.Z.R.F.U. were not satisfactory.—Decided that all available members should make the journey and confer with the Horowhenua Union representatives. bbox=[562, 845, 735, 963]
paragraph: Mr Casey strongly opposed this, contending that teams should be self-supporting, and not look for outside support to make up their teams. bbox=[6, 847, 178, 891]
article-headline: MOVIE MAGNATES. bbox=[969, 43, 1073, 55]
football-headline: FOOTBALL. bbox=[617, 829, 680, 842]
paragraph: Mr Hannan moved and Mr Dickson seconded, that if a player comes back to his own home town he be allowed to play without delay. bbox=[6, 478, 178, 521]
paragraph: "The Forestry principles applied in these forests, are much the same as already mentioned, only of course, governed by quite different methods of forestry practice owing to the nature of growth, habits, and also to climatic conditions in these mountains. bbox=[934, 764, 1108, 828]
